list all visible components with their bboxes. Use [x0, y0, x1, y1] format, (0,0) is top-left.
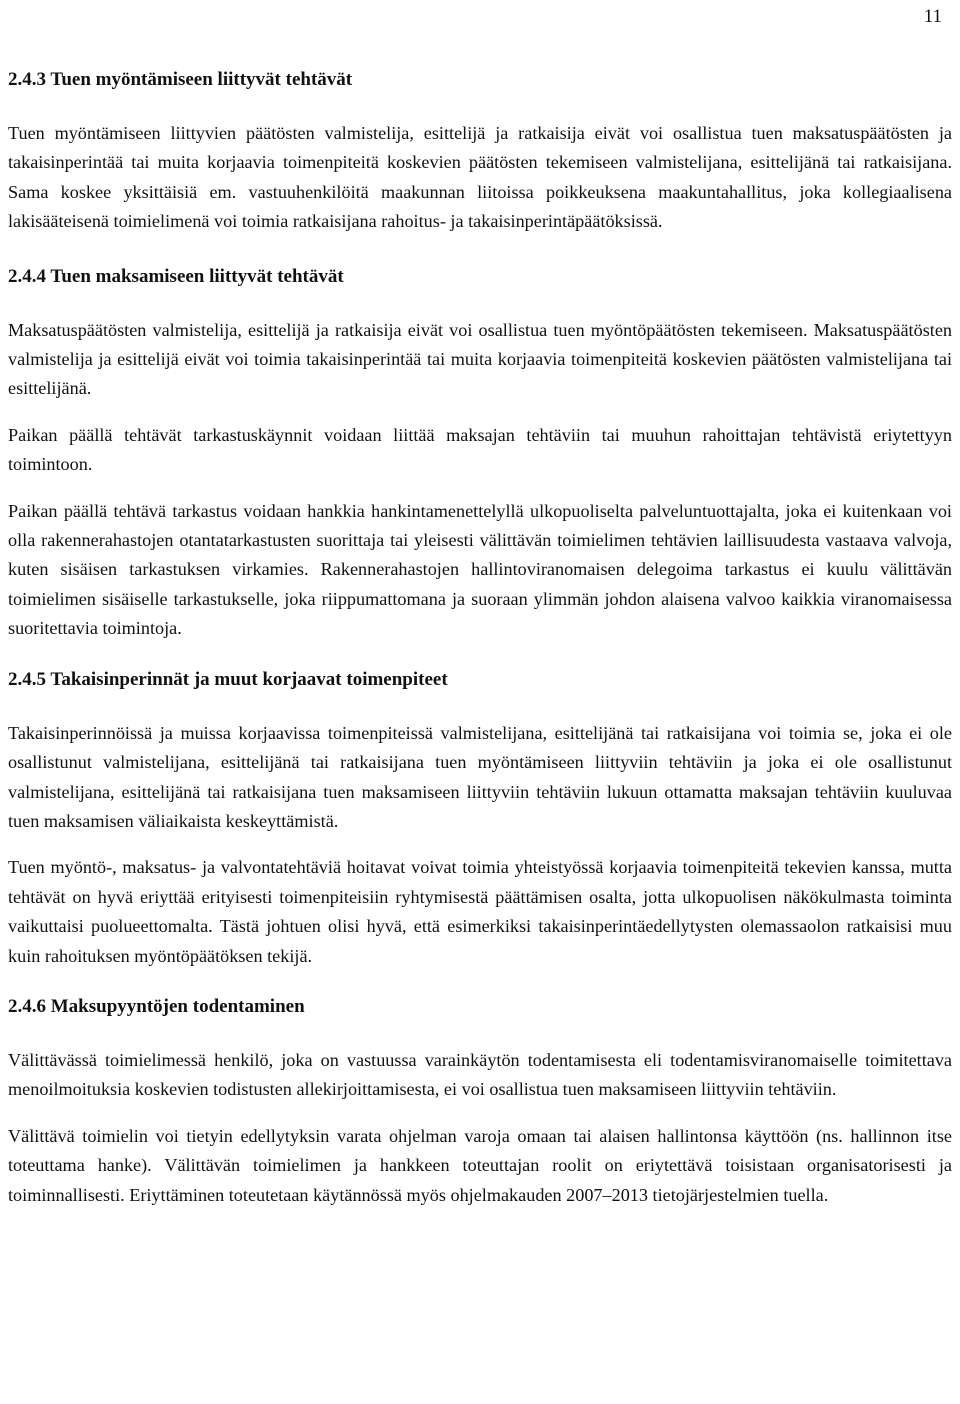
section-2-4-3 — [8, 68, 952, 237]
section-2-4-5 — [8, 668, 952, 971]
paragraph: Paikan päällä tehtävä tarkastus voidaan hankkia hankintamenettelyllä ulkopuoliselta palveluntuottajalta, joka ei kuitenkaan voi olla rakennerahastojen otantatarkastusten suorittaja tai yleisesti välittävän toimielimen tehtävien laillisuudesta vastaava valvoja, kuten sisäisen tarkastuksen virkamies. Rakennerahastojen hallintoviranomaisen delegoima tarkastus ei kuulu välittävän toimielimen sisäiselle tarkastukselle, joka riippumattomana ja suoraan ylimmän johdon alaisena valvoo kaikkia viranomaisessa suoritettavia toimintoja. — [8, 500, 952, 639]
section-2-4-6 — [8, 995, 952, 1210]
section-heading: 2.4.5 Takaisinperinnät ja muut korjaavat toimenpiteet — [8, 668, 448, 690]
paragraph: Tuen myöntö-, maksatus- ja valvontatehtäviä hoitavat voivat toimia yhteistyössä korjaavia toimenpiteitä tekevien kanssa, mutta tehtävät on hyvä eriyttää erityisesti toimenpiteisiin ryhtymisestä päättämisen osalta, jotta ulkopuolisen näkökulmasta toiminta vaikuttaisi puolueettomalta. Tästä johtuen olisi hyvä, että esimerkiksi takaisinperintäedellytysten olemassaolon ratkaisisi muu kuin rahoituksen myöntöpäätöksen tekijä. — [8, 857, 952, 966]
paragraph: Maksatuspäätösten valmistelija, esittelijä ja ratkaisija eivät voi osallistua tuen myöntöpäätösten tekemiseen. Maksatuspäätösten valmistelija ja esittelijä eivät voi toimia takaisinperintää tai muita korjaavia toimenpiteitä koskevien päätösten valmistelijana tai esittelijänä. — [8, 319, 952, 399]
paragraph: Paikan päällä tehtävät tarkastuskäynnit voidaan liittää maksajan tehtäviin tai muuhun rahoittajan tehtävistä eriytettyyn toimintoon. — [8, 424, 952, 475]
paragraph: Välittävässä toimielimessä henkilö, joka on vastuussa varainkäytön todentamisesta eli todentamisviranomaiselle toimitettava menoilmoituksia koskevien todistusten allekirjoittamisesta, ei voi osallistua tuen maksamiseen liittyviin tehtäviin. — [8, 1049, 952, 1100]
section-2-4-4 — [8, 265, 952, 644]
section-heading: 2.4.6 Maksupyyntöjen todentaminen — [8, 995, 305, 1017]
section-heading: 2.4.3 Tuen myöntämiseen liittyvät tehtävät — [8, 69, 353, 90]
section-heading: 2.4.4 Tuen maksamiseen liittyvät tehtävät — [8, 265, 344, 287]
paragraph: Tuen myöntämiseen liittyvien päätösten valmistelija, esittelijä ja ratkaisija eivät voi osallistua tuen maksatuspäätösten ja takaisinperintää tai muita korjaavia toimenpiteitä koskevien päätösten tekemiseen valmistelijana, esittelijänä tai ratkaisijana. Sama koskee yksittäisiä em. vastuuhenkilöitä maakunnan liitoissa poikkeuksena maakuntahallitus, joka kollegiaalisena lakisääteisenä toimielimenä voi toimia ratkaisijana rahoitus- ja takaisinperintäpäätöksissä. — [8, 123, 952, 232]
document-body — [8, 68, 952, 1210]
page-number: 11 — [923, 6, 942, 27]
paragraph: Takaisinperinnöissä ja muissa korjaavissa toimenpiteissä valmistelijana, esittelijänä tai ratkaisijana voi toimia se, joka ei ole osallistunut valmistelijana, esittelijänä tai ratkaisijana tuen myöntämiseen liittyviin tehtäviin ja joka ei ole osallistunut valmistelijana, esittelijänä tai ratkaisijana tuen maksamiseen liittyviin tehtäviin lukuun ottamatta maksajan tehtäviin kuuluvaa tuen maksamisen väliaikaista keskeyttämistä. — [8, 722, 952, 831]
paragraph: Välittävä toimielin voi tietyin edellytyksin varata ohjelman varoja omaan tai alaisen hallintonsa käyttöön (ns. hallinnon itse toteuttama hanke). Välittävän toimielimen ja hankkeen toteuttajan roolit on eriytettävä toisistaan organisatorisesti ja toiminnallisesti. Eriyttäminen toteutetaan käytännössä myös ohjelmakauden 2007–2013 tietojärjestelmien tuella. — [8, 1125, 952, 1205]
